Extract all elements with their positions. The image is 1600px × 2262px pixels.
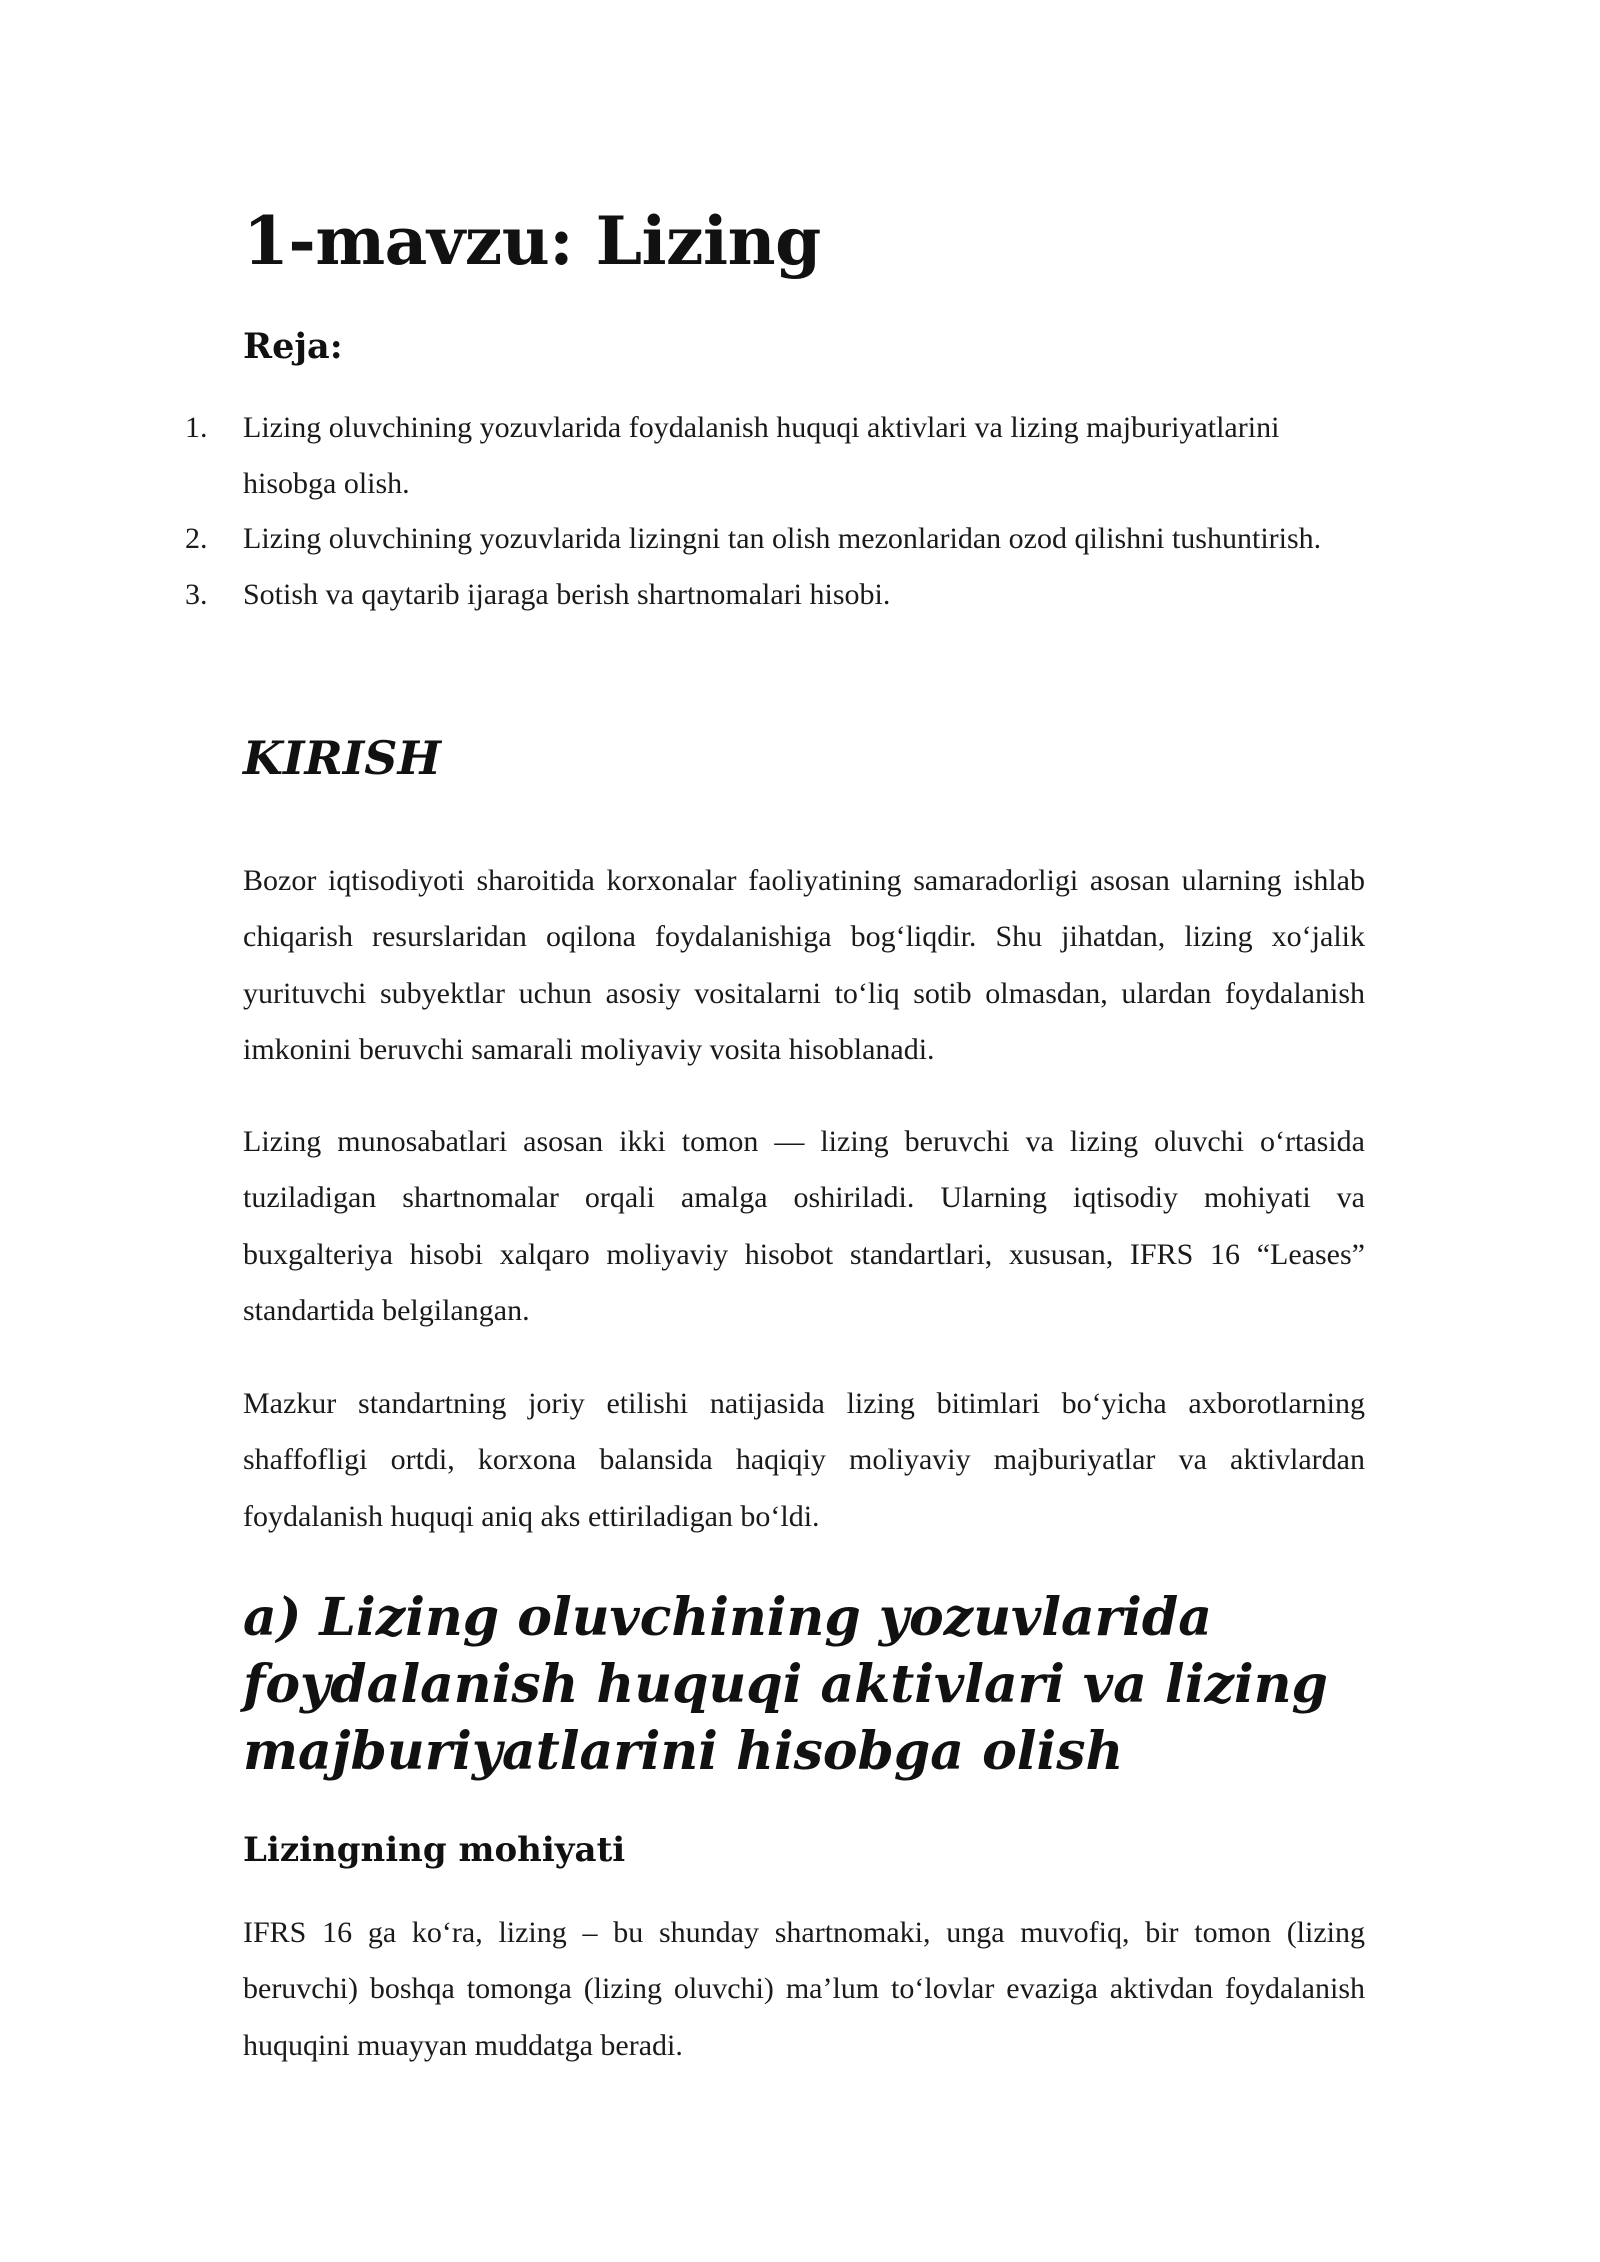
plan-item [185, 567, 1365, 623]
intro-paragraph: Lizing munosabatlari asosan ikki tomon — lizing beruvchi va lizing oluvchi o‘rtasida tuziladigan shartnomalar orqali amalga oshiriladi. Ularning iqtisodiy mohiyati va buxgalteriya hisobi xalqaro moliyaviy hisobot standartlari, xususan, IFRS 16 “Leases” standartida belgilangan. [243, 1125, 1365, 1327]
intro-paragraph: Bozor iqtisodiyoti sharoitida korxonalar faoliyatining samaradorligi asosan ularning ishlab chiqarish resurslaridan oqilona foydalanishiga bog‘liqdir. Shu jihatdan, lizing xo‘jalik yurituvchi subyektlar uchun asosiy vositalarni to‘liq sotib olmasdan, ulardan foydalanish imkonini beruvchi samarali moliyaviy vosita hisoblanadi. [243, 864, 1365, 1066]
section-heading: a) Lizing oluvchining yozuvlarida foydalanish huquqi aktivlari va lizing majburiyatlarini hisobga olish [243, 1587, 1328, 1782]
plan-item [185, 511, 1365, 567]
plan-item-number: 3. [185, 577, 208, 611]
plan-item-text: Sotish va qaytarib ijaraga berish shartnomalari hisobi. [243, 577, 891, 611]
plan-item-text: Lizing oluvchining yozuvlarida lizingni tan olish mezonlaridan ozod qilishni tushuntirish. [243, 522, 1322, 555]
plan-heading: Reja: [243, 326, 343, 367]
plan-list [185, 400, 1365, 622]
intro-heading: KIRISH [243, 731, 441, 785]
subsection-heading: Lizingning mohiyati [243, 1830, 626, 1870]
document-title: 1-mavzu: Lizing [243, 202, 821, 280]
plan-item-number: 1. [185, 411, 208, 444]
intro-paragraph: Mazkur standartning joriy etilishi natijasida lizing bitimlari bo‘yicha axborotlarning shaffofligi ortdi, korxona balansida haqiqiy moliyaviy majburiyatlar va aktivlardan foydalanish huquqi aniq aks ettiriladigan bo‘ldi. [243, 1387, 1365, 1533]
plan-item-text: Lizing oluvchining yozuvlarida foydalanish huquqi aktivlari va lizing majburiyatlarini hisobga olish. [243, 411, 1280, 500]
plan-item [185, 400, 1365, 511]
section-paragraph: IFRS 16 ga ko‘ra, lizing – bu shunday shartnomaki, unga muvofiq, bir tomon (lizing beruvchi) boshqa tomonga (lizing oluvchi) ma’lum to‘lovlar evaziga aktivdan foydalanish huquqini muayyan muddatga beradi. [243, 1916, 1365, 2062]
plan-item-number: 2. [185, 522, 208, 555]
